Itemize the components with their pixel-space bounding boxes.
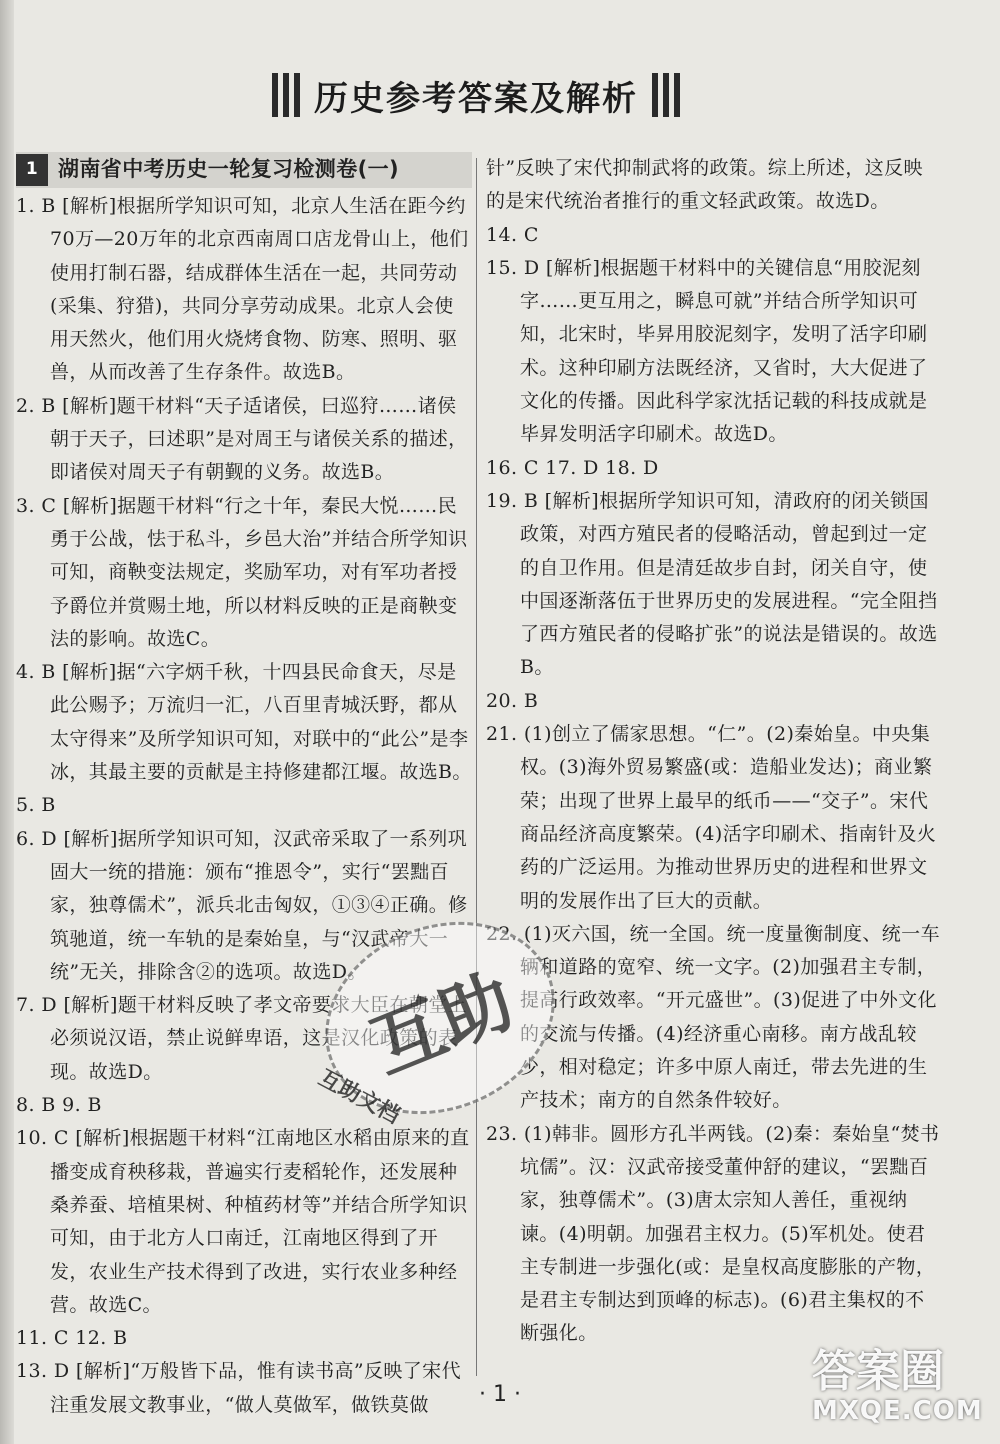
answer-item: 15. D [解析]根据题干材料中的关键信息“用胶泥刻字……更互用之，瞬息可就”并结合所学知识可知，北宋时，毕昇用胶泥刻字，发明了活字印刷术。这种印刷方法既经济，又省时，大大促进了文化的传播。因此科学家沈括记载的科技成就是毕昇发明活字印刷术。故选D。 <box>486 256 928 446</box>
watermark-domain: MXQE.COM <box>812 1396 983 1426</box>
answer-item: 21. (1)创立了儒家思想。“仁”。(2)秦始皇。中央集权。(3)海外贸易繁盛(或：造船业发达)；商业繁荣；出现了世界上最早的纸币——“交子”。宋代商品经济高度繁荣。(4)活字印刷术、指南针及火药的广泛运用。为推动世界历史的进程和世界文明的发展作出了巨大的贡献。 <box>486 723 937 912</box>
answer-item: 1. B [解析]根据所学知识可知，北京人生活在距今约70万—20万年的北京西南周口店龙骨山上，他们使用打制石器，结成群体生活在一起，共同劳动(采集、狩猎)，共同分享劳动成果。北京人会使用天然火，他们用火烧烤食物、防寒、照明、驱兽，从而改善了生存条件。故选B。 <box>16 195 469 384</box>
title-left-bars <box>272 73 300 117</box>
answer-item: 16. C 17. D 18. D <box>486 456 659 479</box>
answer-item: 3. C [解析]据题干材料“行之十年，秦民大悦……民勇于公战，怯于私斗，乡邑大治”并结合所学知识可知，商鞅变法规定，奖励军功，对有军功者授予爵位并赏赐土地，所以材料反映的正是商鞅变法的影响。故选C。 <box>16 494 468 650</box>
section-title: 湖南省中考历史一轮复习检测卷(一) <box>58 157 399 182</box>
section-number: 1 <box>16 154 48 186</box>
answer-item: 14. C <box>486 223 539 246</box>
column-divider <box>476 158 477 1376</box>
answer-item: 7. D [解析]题干材料反映了孝文帝要求大臣在朝堂上必须说汉语，禁止说鲜卑语，这是汉化政策的表现。故选D。 <box>16 994 468 1083</box>
answer-item: 5. B <box>16 794 56 817</box>
page-title-banner <box>270 66 682 124</box>
title-right-bars <box>652 73 680 117</box>
huzhu-stamp-caption: 互助文档 <box>314 1065 404 1129</box>
answer-item: 10. C [解析]根据题干材料“江南地区水稻由原来的直播变成育秧移栽，普遍实行麦稻轮作，还发展种桑养蚕、培植果树、种植药材等”并结合所学知识可知，由于北方人口南迁，江南地区得到了开发，农业生产技术得到了改进，实行农业多种经营。故选C。 <box>16 1127 470 1316</box>
answer-item: 23. (1)韩非。圆形方孔半两钱。(2)秦：秦始皇“焚书坑儒”。汉：汉武帝接受董仲舒的建议，“罢黜百家，独尊儒术”。(3)唐太宗知人善任，重视纳谏。(4)明朝。加强君主权力。(5)军机处。使君主专制进一步强化(或：是皇权高度膨胀的产物，是君主专制达到顶峰的标志)。(6)君主集权的不断强化。 <box>486 1122 940 1345</box>
answer-item: 11. C 12. B <box>16 1327 128 1350</box>
answer-item: 6. D [解析]据所学知识可知，汉武帝采取了一系列巩固大一统的措施：颁布“推恩令”，实行“罢黜百家，独尊儒术”，派兵北击匈奴，①③④正确。修筑驰道，统一车轨的是秦始皇，与“汉武帝大一统”无关，排除含②的选项。故选D。 <box>16 827 468 983</box>
right-column <box>486 152 942 1382</box>
answer-item: 20. B <box>486 689 539 712</box>
answer-item: 8. B 9. B <box>16 1094 102 1117</box>
answer-item: 2. B [解析]题干材料“天子适诸侯，曰巡狩……诸侯朝于天子，曰述职”是对周王与诸侯关系的描述，即诸侯对周天子有朝觐的义务。故选B。 <box>16 394 468 484</box>
section-header <box>16 152 472 188</box>
answer-item-continued: 针”反映了宋代抑制武将的政策。综上所述，这反映的是宋代统治者推行的重文轻武政策。故选D。 <box>486 157 923 213</box>
page-number: · 1 · <box>479 1382 521 1407</box>
site-watermark <box>812 1348 992 1432</box>
answer-item: 22. (1)灭六国，统一全国。统一度量衡制度、统一车辆和道路的宽窄、统一文字。(2)加强君主专制，提高行政效率。“开元盛世”。(3)促进了中外文化的交流与传播。(4)经济重心南移。南方战乱较少，相对稳定；许多中原人南迁，带去先进的生产技术；南方的自然条件较好。 <box>486 922 940 1112</box>
answer-item: 19. B [解析]根据所学知识可知，清政府的闭关锁国政策，对西方殖民者的侵略活动，曾起到过一定的自卫作用。但是清廷故步自封，闭关自守，使中国逐渐落伍于世界历史的发展进程。“完全阻挡了西方殖民者的侵略扩张”的说法是错误的。故选B。 <box>486 489 938 679</box>
answer-item: 4. B [解析]据“六字炳千秋，十四县民命食天，尽是此公赐予；万流归一汇，八百里青城沃野，都从太守得来”及所学知识可知，对联中的“此公”是李冰，其最主要的贡献是主持修建都江堰。故选B。 <box>16 661 472 784</box>
book-spine-shadow <box>0 0 14 1444</box>
page-title: 历史参考答案及解析 <box>314 78 638 119</box>
watermark-logo-text: 答案圈 <box>812 1346 944 1397</box>
huzhu-stamp: 互助 <box>296 888 584 1147</box>
answer-item: 13. D [解析]“万般皆下品，惟有读书高”反映了宋代注重发展文教事业，“做人莫做军，做铁莫做 <box>16 1360 461 1416</box>
left-column <box>16 152 472 1416</box>
